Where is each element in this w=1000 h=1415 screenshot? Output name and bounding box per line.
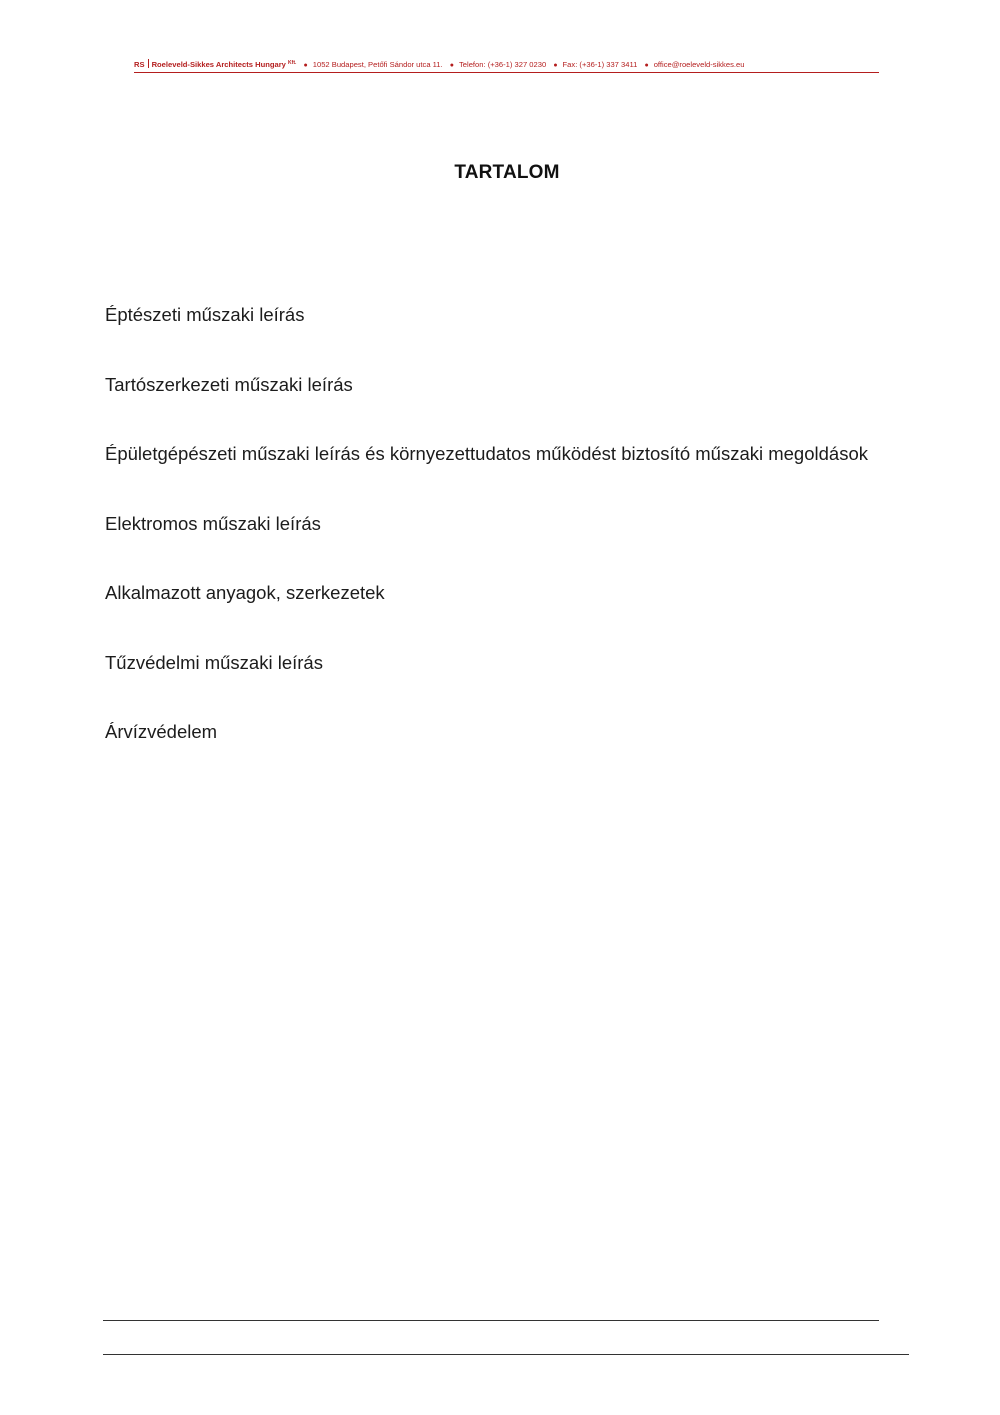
- toc-item-architectural[interactable]: Éptészeti műszaki leírás: [105, 304, 305, 325]
- toc-item-flood-protection[interactable]: Árvízvédelem: [105, 721, 218, 742]
- toc-item-materials[interactable]: Alkalmazott anyagok, szerkezetek: [105, 582, 385, 603]
- toc-item-fire-protection[interactable]: Tűzvédelmi műszaki leírás: [105, 651, 323, 673]
- bullet-icon: ●: [553, 62, 558, 69]
- company-suffix: Kft.: [288, 60, 297, 66]
- letterhead: [134, 58, 879, 73]
- footer-rule-upper: [103, 1320, 879, 1321]
- toc-item-structural[interactable]: Tartószerkezeti műszaki leírás: [105, 373, 353, 395]
- toc-item-mechanical[interactable]: Épületgépészeti műszaki leírás és környezettudatos működést biztosító műszaki megoldások: [105, 443, 868, 464]
- toc-item-electrical[interactable]: Elektromos műszaki leírás: [105, 512, 321, 534]
- company-phone: Telefon: (+36-1) 327 0230: [459, 60, 547, 69]
- footer-rule-lower: [103, 1354, 909, 1355]
- company-address: 1052 Budapest, Petőfi Sándor utca 11.: [312, 60, 443, 69]
- logo-divider: [148, 59, 149, 68]
- company-email[interactable]: office@roeleveld-sikkes.eu: [653, 60, 745, 69]
- table-of-contents: [105, 303, 868, 790]
- page-title: TARTALOM: [454, 162, 560, 183]
- bullet-icon: ●: [449, 62, 454, 69]
- company-logo-short: RS: [134, 60, 145, 69]
- bullet-icon: ●: [644, 62, 649, 69]
- company-fax: Fax: (+36-1) 337 3411: [562, 60, 638, 69]
- bullet-icon: ●: [303, 62, 308, 69]
- company-name: Roeleveld-Sikkes Architects Hungary: [151, 60, 286, 69]
